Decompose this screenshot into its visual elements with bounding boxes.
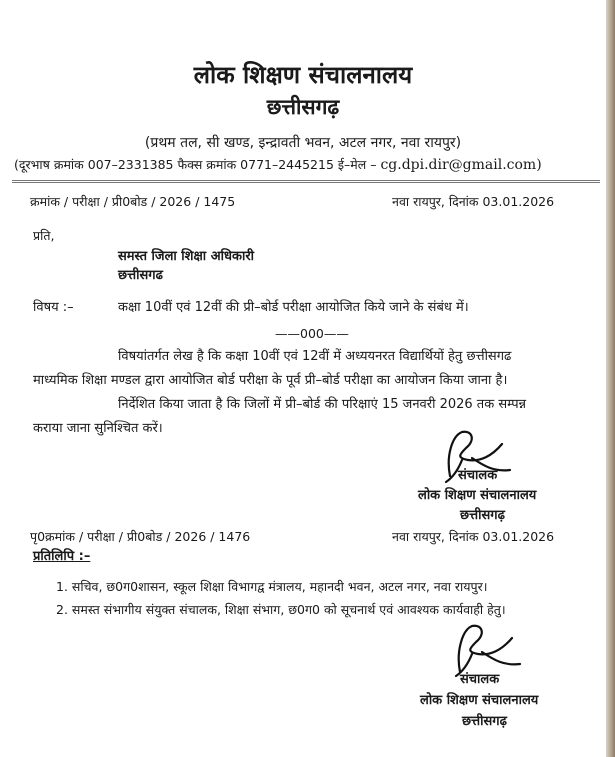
- signatory-state-2: छत्तीसगढ़: [462, 714, 507, 729]
- signatory-state-1: छत्तीसगढ़: [460, 508, 505, 523]
- endorsement-place-date: नवा रायपुर, दिनांक 03.01.2026: [392, 529, 555, 544]
- signatory-designation-1: संचालक: [458, 468, 498, 483]
- copy-label: प्रतिलिपि :–: [33, 549, 91, 564]
- copy-item-1: 1. सचिव, छ0ग0शासन, स्कूल शिक्षा विभागद्व मंत्रालय, महानदी भवन, अटल नगर, नवा रायपुर।: [56, 579, 488, 594]
- signatory-office-2: लोक शिक्षण संचालनालय: [420, 693, 539, 708]
- para1-line1: विषयांतर्गत लेख है कि कक्षा 10वीं एवं 12वीं में अध्ययनरत विद्यार्थियों हेतु छत्तीसगढ: [118, 349, 512, 364]
- para2-line2: कराया जाना सुनिश्चित करें।: [33, 421, 163, 436]
- to-label: प्रति,: [33, 228, 55, 243]
- contact-line: [14, 156, 542, 173]
- recipient-state: छत्तीसगढ: [118, 268, 163, 283]
- recipient-title: समस्त जिला शिक्षा अधिकारी: [118, 249, 255, 264]
- header-rule-bottom: [12, 182, 600, 183]
- signatory-designation-2: संचालक: [460, 672, 500, 687]
- para2-line1: निर्देशित किया जाता है कि जिलों में प्री–बोर्ड की परिक्षाएं 15 जनवरी 2026 तक सम्पन्न: [118, 397, 527, 412]
- ref-number: क्रमांक / परीक्षा / प्री0बोड / 2026 / 1475: [30, 194, 236, 209]
- endorsement-ref-number: पृ0क्रमांक / परीक्षा / प्री0बोड / 2026 / 1476: [30, 529, 251, 544]
- phone-fax: (दूरभाष क्रमांक 007–2331385 फैक्स क्रमांक 0771–2445215 ई–मेल –: [14, 157, 377, 172]
- office-title: लोक शिक्षण संचालनालय: [193, 61, 413, 89]
- header-rule-top: [12, 180, 600, 181]
- copy-item-2: 2. समस्त संभागीय संयुक्त संचालक, शिक्षा संभाग, छ0ग0 को सूचनार्थ एवं आवश्यक कार्यवाही हेतु।: [56, 602, 506, 617]
- state-title: छत्तीसगढ़: [266, 95, 340, 119]
- subject-text: कक्षा 10वीं एवं 12वीं की प्री–बोर्ड परीक्षा आयोजित किये जाने के संबंध में।: [118, 300, 469, 315]
- email-address: cg.dpi.dir@gmail.com): [380, 157, 542, 173]
- subject-label: विषय :–: [33, 300, 74, 315]
- separator: ——000——: [275, 326, 349, 341]
- office-address: (प्रथम तल, सी खण्ड, इन्द्रावती भवन, अटल नगर, नवा रायपुर): [144, 135, 462, 151]
- page-edge-shadow: [606, 0, 615, 757]
- place-date: नवा रायपुर, दिनांक 03.01.2026: [392, 194, 555, 209]
- para1-line2: माध्यमिक शिक्षा मण्डल द्वारा आयोजित बोर्ड परीक्षा के पूर्व प्री–बोर्ड परीक्षा का आयोजन किया जाना है।: [33, 373, 508, 388]
- signatory-office-1: लोक शिक्षण संचालनालय: [418, 488, 537, 503]
